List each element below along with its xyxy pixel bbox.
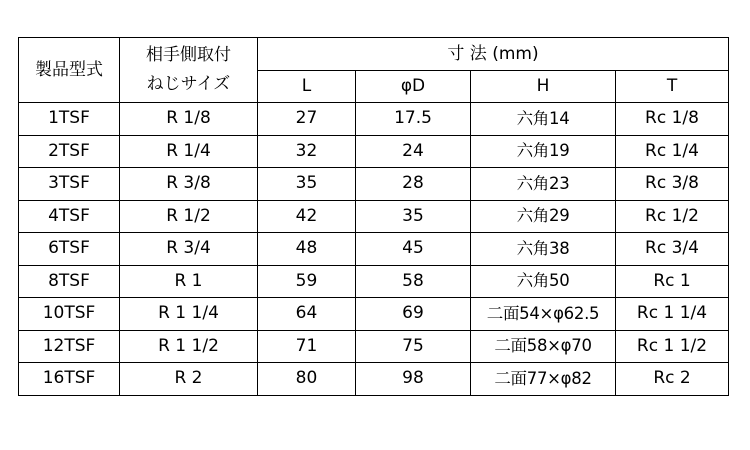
table-row	[19, 330, 729, 363]
cell-D: 69	[356, 298, 471, 331]
table-row	[19, 200, 729, 233]
cell-D: 58	[356, 265, 471, 298]
header-thread-size-line1: 相手側取付	[146, 45, 231, 66]
cell-thread: R 1 1/2	[120, 330, 258, 363]
cell-H: 六角14	[471, 103, 616, 136]
cell-model: 16TSF	[19, 363, 120, 396]
header-row-top	[19, 38, 729, 71]
cell-T: Rc 1/4	[616, 135, 729, 168]
cell-D: 35	[356, 200, 471, 233]
cell-L: 27	[258, 103, 356, 136]
cell-model: 3TSF	[19, 168, 120, 201]
table-header	[19, 38, 729, 103]
header-thread-size-line2: ねじサイズ	[146, 74, 231, 94]
header-model: 製品型式	[19, 38, 120, 103]
cell-model: 6TSF	[19, 233, 120, 266]
cell-thread: R 1 1/4	[120, 298, 258, 331]
cell-H: 二面54×φ62.5	[471, 298, 616, 331]
cell-H: 六角50	[471, 265, 616, 298]
cell-thread: R 3/4	[120, 233, 258, 266]
header-thread-size	[120, 38, 258, 103]
cell-thread: R 1	[120, 265, 258, 298]
cell-L: 35	[258, 168, 356, 201]
cell-H: 六角19	[471, 135, 616, 168]
header-D: φD	[356, 71, 471, 103]
cell-model: 8TSF	[19, 265, 120, 298]
cell-H: 二面77×φ82	[471, 363, 616, 396]
cell-H: 六角29	[471, 200, 616, 233]
cell-H: 六角38	[471, 233, 616, 266]
header-H: H	[471, 71, 616, 103]
cell-L: 42	[258, 200, 356, 233]
header-T: T	[616, 71, 729, 103]
table-row	[19, 363, 729, 396]
spec-table	[18, 37, 729, 396]
table-row	[19, 103, 729, 136]
cell-T: Rc 3/4	[616, 233, 729, 266]
cell-T: Rc 2	[616, 363, 729, 396]
cell-model: 1TSF	[19, 103, 120, 136]
cell-thread: R 1/8	[120, 103, 258, 136]
cell-L: 64	[258, 298, 356, 331]
cell-T: Rc 3/8	[616, 168, 729, 201]
table-row	[19, 168, 729, 201]
cell-D: 28	[356, 168, 471, 201]
cell-thread: R 1/4	[120, 135, 258, 168]
cell-H: 六角23	[471, 168, 616, 201]
cell-L: 59	[258, 265, 356, 298]
cell-H: 二面58×φ70	[471, 330, 616, 363]
cell-T: Rc 1/2	[616, 200, 729, 233]
cell-L: 48	[258, 233, 356, 266]
cell-model: 12TSF	[19, 330, 120, 363]
table-row	[19, 265, 729, 298]
cell-model: 2TSF	[19, 135, 120, 168]
cell-T: Rc 1/8	[616, 103, 729, 136]
cell-T: Rc 1	[616, 265, 729, 298]
cell-D: 45	[356, 233, 471, 266]
header-L: L	[258, 71, 356, 103]
cell-D: 17.5	[356, 103, 471, 136]
cell-D: 24	[356, 135, 471, 168]
cell-D: 75	[356, 330, 471, 363]
cell-thread: R 2	[120, 363, 258, 396]
table-row	[19, 233, 729, 266]
cell-T: Rc 1 1/2	[616, 330, 729, 363]
cell-thread: R 3/8	[120, 168, 258, 201]
cell-L: 80	[258, 363, 356, 396]
cell-T: Rc 1 1/4	[616, 298, 729, 331]
cell-model: 10TSF	[19, 298, 120, 331]
cell-L: 71	[258, 330, 356, 363]
cell-D: 98	[356, 363, 471, 396]
cell-model: 4TSF	[19, 200, 120, 233]
table-row	[19, 135, 729, 168]
cell-L: 32	[258, 135, 356, 168]
header-dimensions: 寸 法 (mm)	[258, 38, 729, 71]
table-body	[19, 103, 729, 396]
table-row	[19, 298, 729, 331]
cell-thread: R 1/2	[120, 200, 258, 233]
